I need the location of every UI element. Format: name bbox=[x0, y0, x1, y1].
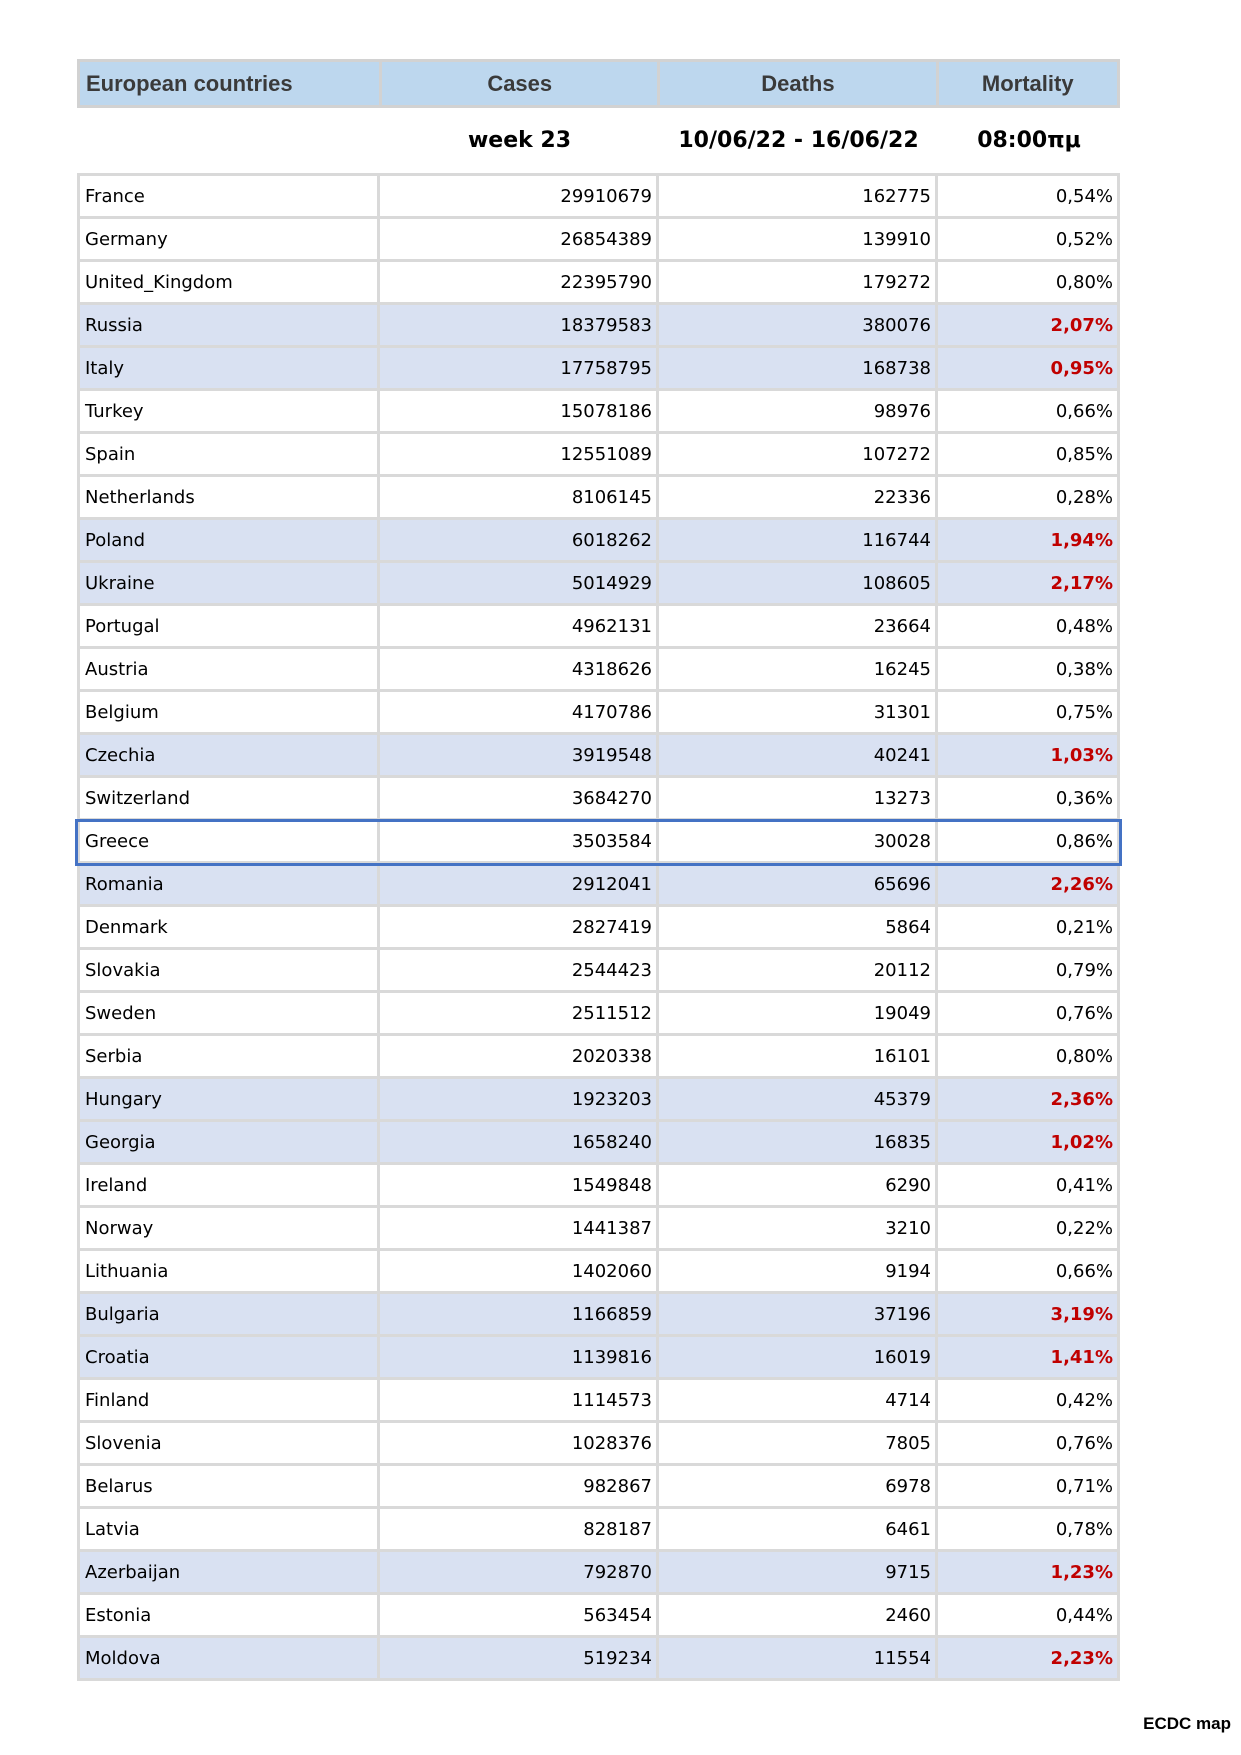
cases-cell[interactable]: 3684270 bbox=[380, 778, 659, 818]
mortality-cell[interactable]: 1,23% bbox=[1050, 1561, 1113, 1583]
source-label: ECDC map bbox=[1143, 1714, 1231, 1733]
country-cell[interactable]: Poland bbox=[80, 520, 380, 560]
table-row[interactable] bbox=[77, 950, 1120, 993]
cases-cell[interactable]: 982867 bbox=[380, 1466, 659, 1506]
cases-cell[interactable]: 2912041 bbox=[380, 864, 659, 904]
cases-cell[interactable]: 2544423 bbox=[380, 950, 659, 990]
table-subheader bbox=[77, 108, 1120, 173]
table-row[interactable] bbox=[77, 1595, 1120, 1638]
cases-cell[interactable]: 8106145 bbox=[380, 477, 659, 517]
cases-cell[interactable]: 3503584 bbox=[380, 821, 659, 861]
mortality-cell[interactable]: 1,94% bbox=[1050, 529, 1113, 551]
country-cell[interactable]: Lithuania bbox=[80, 1251, 380, 1291]
mortality-cell[interactable]: 0,80% bbox=[1055, 1045, 1113, 1067]
cases-cell[interactable]: 1166859 bbox=[380, 1294, 659, 1334]
mortality-cell[interactable]: 0,76% bbox=[1055, 1002, 1113, 1024]
table-row[interactable] bbox=[77, 1466, 1120, 1509]
mortality-cell[interactable]: 1,02% bbox=[1050, 1131, 1113, 1153]
country-cell[interactable]: Denmark bbox=[80, 907, 380, 947]
country-cell[interactable]: Ireland bbox=[80, 1165, 380, 1205]
deaths-cell[interactable]: 139910 bbox=[659, 219, 938, 259]
cases-cell[interactable]: 563454 bbox=[380, 1595, 659, 1635]
deaths-cell[interactable]: 31301 bbox=[659, 692, 938, 732]
deaths-cell[interactable]: 45379 bbox=[659, 1079, 938, 1119]
mortality-cell[interactable]: 0,76% bbox=[1055, 1432, 1113, 1454]
cases-cell[interactable]: 1028376 bbox=[380, 1423, 659, 1463]
mortality-cell[interactable]: 0,85% bbox=[1055, 443, 1113, 465]
table-row[interactable] bbox=[77, 305, 1120, 348]
table-row[interactable] bbox=[77, 821, 1120, 864]
cases-cell[interactable]: 12551089 bbox=[380, 434, 659, 474]
country-cell[interactable]: Serbia bbox=[80, 1036, 380, 1076]
table-row[interactable] bbox=[77, 993, 1120, 1036]
country-cell[interactable]: Germany bbox=[80, 219, 380, 259]
deaths-cell[interactable]: 2460 bbox=[659, 1595, 938, 1635]
mortality-cell[interactable]: 0,66% bbox=[1055, 1260, 1113, 1282]
deaths-cell[interactable]: 107272 bbox=[659, 434, 938, 474]
mortality-cell[interactable]: 1,41% bbox=[1050, 1346, 1113, 1368]
country-cell[interactable]: Ukraine bbox=[80, 563, 380, 603]
mortality-cell[interactable]: 0,54% bbox=[1055, 185, 1113, 207]
mortality-cell[interactable]: 0,86% bbox=[1055, 830, 1113, 852]
cases-cell[interactable]: 1549848 bbox=[380, 1165, 659, 1205]
cases-cell[interactable]: 6018262 bbox=[380, 520, 659, 560]
header-country[interactable]: European countries bbox=[80, 62, 379, 105]
subheader-time: 08:00πμ bbox=[977, 128, 1081, 153]
table-row[interactable] bbox=[77, 1251, 1120, 1294]
deaths-cell[interactable]: 22336 bbox=[659, 477, 938, 517]
country-cell[interactable]: Portugal bbox=[80, 606, 380, 646]
deaths-cell[interactable]: 16245 bbox=[659, 649, 938, 689]
cases-cell[interactable]: 1139816 bbox=[380, 1337, 659, 1377]
table-row[interactable] bbox=[77, 520, 1120, 563]
deaths-cell[interactable]: 16019 bbox=[659, 1337, 938, 1377]
deaths-cell[interactable]: 6290 bbox=[659, 1165, 938, 1205]
cases-cell[interactable]: 2020338 bbox=[380, 1036, 659, 1076]
subheader-date-range: 10/06/22 - 16/06/22 bbox=[678, 128, 919, 153]
deaths-cell[interactable]: 6461 bbox=[659, 1509, 938, 1549]
mortality-cell[interactable]: 0,41% bbox=[1055, 1174, 1113, 1196]
country-cell[interactable]: Sweden bbox=[80, 993, 380, 1033]
table-row[interactable] bbox=[77, 262, 1120, 305]
country-cell[interactable]: Georgia bbox=[80, 1122, 380, 1162]
country-cell[interactable]: Turkey bbox=[80, 391, 380, 431]
table-row[interactable] bbox=[77, 692, 1120, 735]
header-deaths[interactable]: Deaths bbox=[660, 62, 935, 105]
mortality-cell[interactable]: 0,52% bbox=[1055, 228, 1113, 250]
deaths-cell[interactable]: 3210 bbox=[659, 1208, 938, 1248]
cases-cell[interactable]: 4170786 bbox=[380, 692, 659, 732]
mortality-cell[interactable]: 0,75% bbox=[1055, 701, 1113, 723]
country-cell[interactable]: Russia bbox=[80, 305, 380, 345]
country-cell[interactable]: Hungary bbox=[80, 1079, 380, 1119]
cases-cell[interactable]: 828187 bbox=[380, 1509, 659, 1549]
country-cell[interactable]: United_Kingdom bbox=[80, 262, 380, 302]
deaths-cell[interactable]: 37196 bbox=[659, 1294, 938, 1334]
country-cell[interactable]: Spain bbox=[80, 434, 380, 474]
mortality-cell[interactable]: 3,19% bbox=[1050, 1303, 1113, 1325]
deaths-cell[interactable]: 16835 bbox=[659, 1122, 938, 1162]
deaths-cell[interactable]: 16101 bbox=[659, 1036, 938, 1076]
deaths-cell[interactable]: 23664 bbox=[659, 606, 938, 646]
mortality-cell[interactable]: 0,22% bbox=[1055, 1217, 1113, 1239]
mortality-cell[interactable]: 2,07% bbox=[1050, 314, 1113, 336]
table-row[interactable] bbox=[77, 176, 1120, 219]
country-cell[interactable]: Croatia bbox=[80, 1337, 380, 1377]
table-row[interactable] bbox=[77, 1638, 1120, 1681]
country-cell[interactable]: Bulgaria bbox=[80, 1294, 380, 1334]
table-row[interactable] bbox=[77, 735, 1120, 778]
country-cell[interactable]: Estonia bbox=[80, 1595, 380, 1635]
cases-cell[interactable]: 3919548 bbox=[380, 735, 659, 775]
mortality-cell[interactable]: 0,79% bbox=[1055, 959, 1113, 981]
cases-cell[interactable]: 15078186 bbox=[380, 391, 659, 431]
cases-cell[interactable]: 17758795 bbox=[380, 348, 659, 388]
country-cell[interactable]: Slovenia bbox=[80, 1423, 380, 1463]
cases-cell[interactable]: 18379583 bbox=[380, 305, 659, 345]
table-row[interactable] bbox=[77, 1294, 1120, 1337]
table-row[interactable] bbox=[77, 1380, 1120, 1423]
table-row[interactable] bbox=[77, 1036, 1120, 1079]
subheader-week: week 23 bbox=[467, 128, 572, 153]
table-row[interactable] bbox=[77, 1423, 1120, 1466]
mortality-cell[interactable]: 2,17% bbox=[1050, 572, 1113, 594]
country-cell[interactable]: Azerbaijan bbox=[80, 1552, 380, 1592]
table-body bbox=[77, 173, 1120, 1681]
table-row[interactable] bbox=[77, 1337, 1120, 1380]
table-row[interactable] bbox=[77, 1165, 1120, 1208]
mortality-cell[interactable]: 0,28% bbox=[1055, 486, 1113, 508]
header-cases[interactable]: Cases bbox=[382, 62, 657, 105]
deaths-cell[interactable]: 19049 bbox=[659, 993, 938, 1033]
deaths-cell[interactable]: 9194 bbox=[659, 1251, 938, 1291]
cases-cell[interactable]: 2511512 bbox=[380, 993, 659, 1033]
table-row[interactable] bbox=[77, 907, 1120, 950]
table-row[interactable] bbox=[77, 563, 1120, 606]
mortality-cell[interactable]: 0,95% bbox=[1050, 357, 1113, 379]
deaths-cell[interactable]: 116744 bbox=[659, 520, 938, 560]
mortality-cell[interactable]: 0,66% bbox=[1055, 400, 1113, 422]
header-mortality[interactable]: Mortality bbox=[939, 62, 1117, 105]
subheader-blank bbox=[77, 108, 380, 173]
mortality-cell[interactable]: 0,44% bbox=[1055, 1604, 1113, 1626]
table-row[interactable] bbox=[77, 1552, 1120, 1595]
mortality-cell[interactable]: 1,03% bbox=[1050, 744, 1113, 766]
cases-cell[interactable]: 1402060 bbox=[380, 1251, 659, 1291]
table-row[interactable] bbox=[77, 1208, 1120, 1251]
country-cell[interactable]: Romania bbox=[80, 864, 380, 904]
deaths-cell[interactable]: 6978 bbox=[659, 1466, 938, 1506]
country-cell[interactable]: Czechia bbox=[80, 735, 380, 775]
country-cell[interactable]: Finland bbox=[80, 1380, 380, 1420]
country-cell[interactable]: Italy bbox=[80, 348, 380, 388]
country-cell[interactable]: Belgium bbox=[80, 692, 380, 732]
deaths-cell[interactable]: 380076 bbox=[659, 305, 938, 345]
cases-cell[interactable]: 2827419 bbox=[380, 907, 659, 947]
country-cell[interactable]: Switzerland bbox=[80, 778, 380, 818]
country-cell[interactable]: Belarus bbox=[80, 1466, 380, 1506]
mortality-cell[interactable]: 0,38% bbox=[1055, 658, 1113, 680]
cases-cell[interactable]: 4962131 bbox=[380, 606, 659, 646]
deaths-cell[interactable]: 40241 bbox=[659, 735, 938, 775]
cases-cell[interactable]: 22395790 bbox=[380, 262, 659, 302]
country-cell[interactable]: Moldova bbox=[80, 1638, 380, 1678]
cases-cell[interactable]: 519234 bbox=[380, 1638, 659, 1678]
table-row[interactable] bbox=[77, 219, 1120, 262]
mortality-cell[interactable]: 0,71% bbox=[1055, 1475, 1113, 1497]
deaths-cell[interactable]: 9715 bbox=[659, 1552, 938, 1592]
mortality-cell[interactable]: 0,80% bbox=[1055, 271, 1113, 293]
deaths-cell[interactable]: 179272 bbox=[659, 262, 938, 302]
table-row[interactable] bbox=[77, 434, 1120, 477]
mortality-cell[interactable]: 0,78% bbox=[1055, 1518, 1113, 1540]
cases-cell[interactable]: 5014929 bbox=[380, 563, 659, 603]
table-row[interactable] bbox=[77, 649, 1120, 692]
country-cell[interactable]: Austria bbox=[80, 649, 380, 689]
deaths-cell[interactable]: 30028 bbox=[659, 821, 938, 861]
country-cell[interactable]: France bbox=[80, 176, 380, 216]
table-row[interactable] bbox=[77, 391, 1120, 434]
deaths-cell[interactable]: 20112 bbox=[659, 950, 938, 990]
deaths-cell[interactable]: 13273 bbox=[659, 778, 938, 818]
mortality-cell[interactable]: 0,48% bbox=[1055, 615, 1113, 637]
table-header bbox=[77, 59, 1120, 108]
table-row[interactable] bbox=[77, 348, 1120, 391]
mortality-cell[interactable]: 2,36% bbox=[1050, 1088, 1113, 1110]
country-cell[interactable]: Greece bbox=[80, 821, 380, 861]
deaths-cell[interactable]: 65696 bbox=[659, 864, 938, 904]
deaths-cell[interactable]: 5864 bbox=[659, 907, 938, 947]
country-cell[interactable]: Latvia bbox=[80, 1509, 380, 1549]
deaths-cell[interactable]: 98976 bbox=[659, 391, 938, 431]
cases-cell[interactable]: 4318626 bbox=[380, 649, 659, 689]
table-row[interactable] bbox=[77, 778, 1120, 821]
mortality-cell[interactable]: 2,26% bbox=[1050, 873, 1113, 895]
deaths-cell[interactable]: 108605 bbox=[659, 563, 938, 603]
table-row[interactable] bbox=[77, 477, 1120, 520]
deaths-cell[interactable]: 11554 bbox=[659, 1638, 938, 1678]
cases-cell[interactable]: 1923203 bbox=[380, 1079, 659, 1119]
table-row[interactable] bbox=[77, 1079, 1120, 1122]
table-row[interactable] bbox=[77, 1122, 1120, 1165]
mortality-cell[interactable]: 0,36% bbox=[1055, 787, 1113, 809]
deaths-cell[interactable]: 168738 bbox=[659, 348, 938, 388]
cases-cell[interactable]: 1658240 bbox=[380, 1122, 659, 1162]
country-cell[interactable]: Slovakia bbox=[80, 950, 380, 990]
deaths-cell[interactable]: 162775 bbox=[659, 176, 938, 216]
mortality-cell[interactable]: 0,42% bbox=[1055, 1389, 1113, 1411]
cases-cell[interactable]: 1114573 bbox=[380, 1380, 659, 1420]
table-row[interactable] bbox=[77, 864, 1120, 907]
deaths-cell[interactable]: 4714 bbox=[659, 1380, 938, 1420]
deaths-cell[interactable]: 7805 bbox=[659, 1423, 938, 1463]
table-row[interactable] bbox=[77, 1509, 1120, 1552]
table-row[interactable] bbox=[77, 606, 1120, 649]
cases-cell[interactable]: 29910679 bbox=[380, 176, 659, 216]
cases-cell[interactable]: 26854389 bbox=[380, 219, 659, 259]
cases-cell[interactable]: 792870 bbox=[380, 1552, 659, 1592]
mortality-cell[interactable]: 0,21% bbox=[1055, 916, 1113, 938]
cases-cell[interactable]: 1441387 bbox=[380, 1208, 659, 1248]
covid-table bbox=[77, 59, 1120, 1681]
country-cell[interactable]: Norway bbox=[80, 1208, 380, 1248]
country-cell[interactable]: Netherlands bbox=[80, 477, 380, 517]
mortality-cell[interactable]: 2,23% bbox=[1050, 1647, 1113, 1669]
